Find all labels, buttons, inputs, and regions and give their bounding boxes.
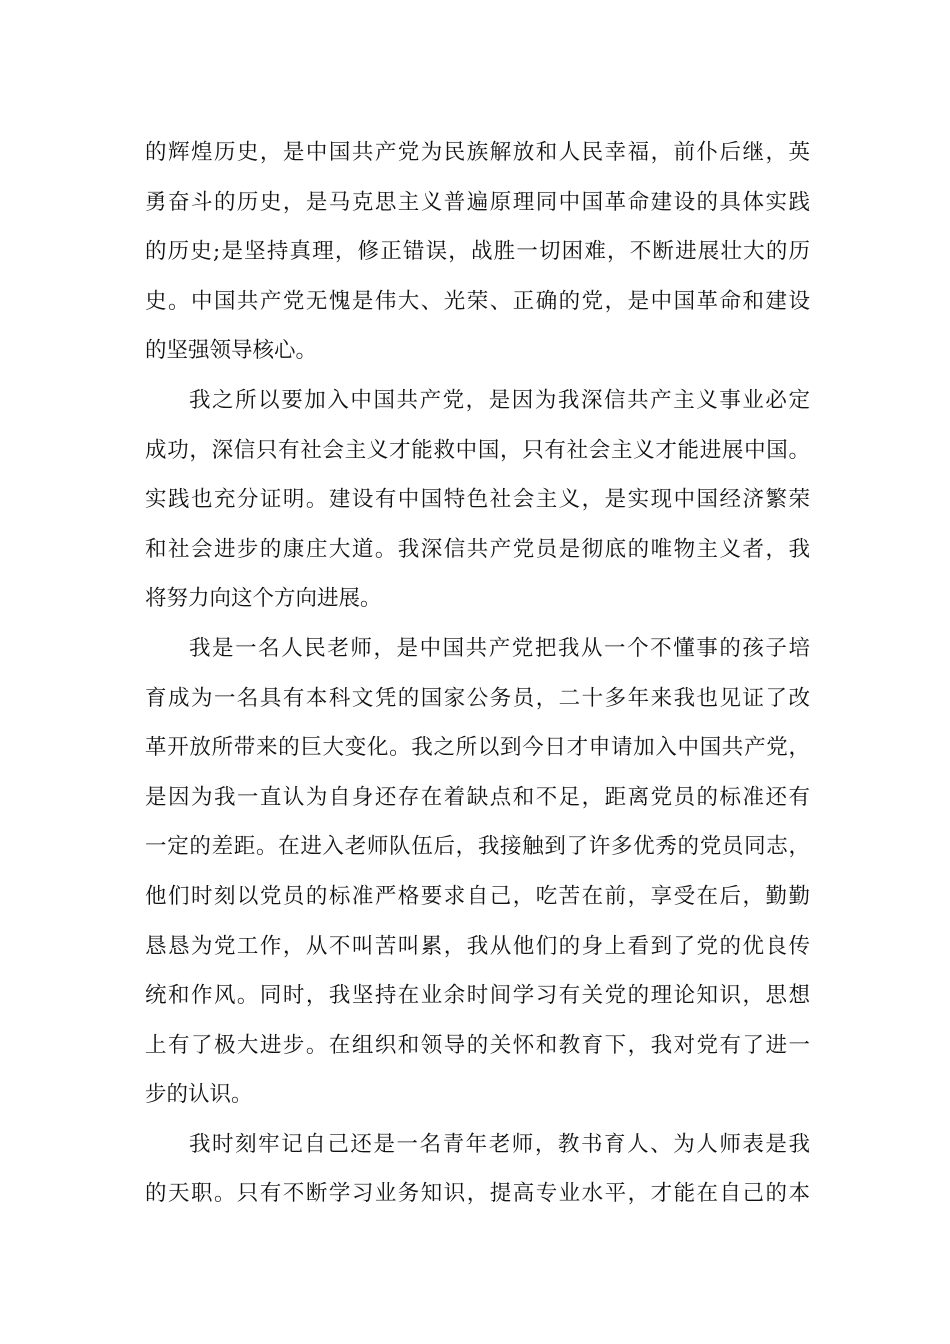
text-line: 的辉煌历史，是中国共产党为民族解放和人民幸福，前仆后继，英 [145, 140, 810, 165]
text-line: 和社会进步的康庄大道。我深信共产党员是彻底的唯物主义者，我 [145, 536, 810, 562]
text-line: 步的认识。 [145, 1082, 253, 1108]
text-line: 一定的差距。在进入老师队伍后，我接触到了许多优秀的党员同志， [145, 834, 810, 860]
text-line: 将努力向这个方向进展。 [145, 586, 382, 612]
paragraph-2 [145, 376, 810, 624]
text-line: 是因为我一直认为自身还存在着缺点和不足，距离党员的标准还有 [145, 784, 810, 810]
paragraph-3 [145, 624, 810, 1120]
text-line: 的天职。只有不断学习业务知识，提高专业水平，才能在自己的本 [145, 1181, 810, 1207]
text-line: 我时刻牢记自己还是一名青年老师，教书育人、为人师表是我 [189, 1131, 810, 1157]
text-line: 恳恳为党工作，从不叫苦叫累，我从他们的身上看到了党的优良传 [145, 933, 810, 959]
text-line: 实践也充分证明。建设有中国特色社会主义，是实现中国经济繁荣 [145, 487, 810, 513]
text-line: 的历史;是坚持真理，修正错误，战胜一切困难，不断进展壮大的历 [145, 239, 810, 265]
text-line: 上有了极大进步。在组织和领导的关怀和教育下，我对党有了进一 [145, 1032, 810, 1058]
text-line: 史。中国共产党无愧是伟大、光荣、正确的党，是中国革命和建设 [145, 288, 810, 314]
text-line: 我之所以要加入中国共产党，是因为我深信共产主义事业必定 [189, 387, 810, 413]
text-line: 育成为一名具有本科文凭的国家公务员，二十多年来我也见证了改 [145, 685, 810, 711]
text-line: 勇奋斗的历史，是马克思主义普遍原理同中国革命建设的具体实践 [145, 189, 810, 215]
paragraph-1 [145, 128, 810, 376]
text-line: 他们时刻以党员的标准严格要求自己，吃苦在前，享受在后，勤勤 [145, 883, 810, 909]
text-line: 我是一名人民老师，是中国共产党把我从一个不懂事的孩子培 [189, 635, 810, 661]
text-line: 成功，深信只有社会主义才能救中国，只有社会主义才能进展中国。 [145, 437, 810, 463]
document-body [145, 128, 810, 1219]
text-line: 的坚强领导核心。 [145, 338, 318, 364]
text-line: 统和作风。同时，我坚持在业余时间学习有关党的理论知识，思想 [145, 983, 810, 1009]
paragraph-4 [145, 1120, 810, 1219]
text-line: 革开放所带来的巨大变化。我之所以到今日才申请加入中国共产党， [145, 735, 810, 761]
